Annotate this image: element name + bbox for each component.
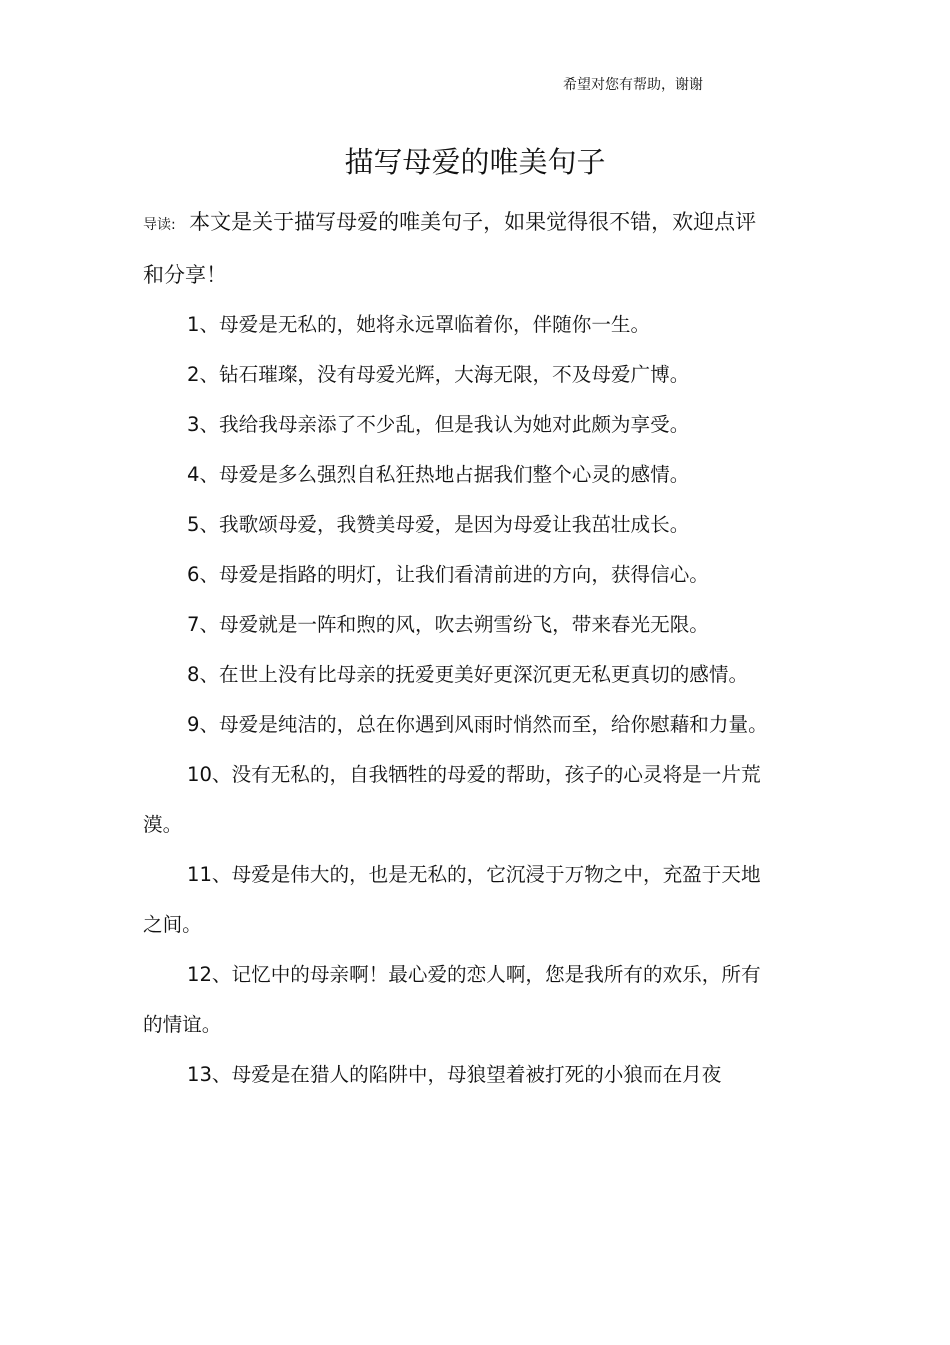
list-item: 10、没有无私的，自我牺牲的母爱的帮助，孩子的心灵将是一片荒漠。 (143, 763, 761, 836)
document-body (143, 197, 768, 1100)
lead-label: 导读: (143, 217, 176, 233)
list-item: 3、我给我母亲添了不少乱，但是我认为她对此颇为享受。 (187, 413, 690, 436)
list-item: 6、母爱是指路的明灯，让我们看清前进的方向，获得信心。 (187, 563, 709, 586)
list-item: 4、母爱是多么强烈自私狂热地占据我们整个心灵的感情。 (187, 463, 690, 486)
list-item: 12、记忆中的母亲啊！最心爱的恋人啊，您是我所有的欢乐，所有的情谊。 (143, 963, 761, 1036)
list-item: 5、我歌颂母爱，我赞美母爱，是因为母爱让我茁壮成长。 (187, 513, 690, 536)
list-item: 13、母爱是在猎人的陷阱中，母狼望着被打死的小狼而在月夜 (187, 1063, 722, 1086)
list-item: 2、钻石璀璨，没有母爱光辉，大海无限，不及母爱广博。 (187, 363, 690, 386)
header-note: 希望对您有帮助，谢谢 (563, 77, 703, 93)
list-item: 9、母爱是纯洁的，总在你遇到风雨时悄然而至，给你慰藉和力量。 (187, 713, 768, 736)
list-item: 11、母爱是伟大的，也是无私的，它沉浸于万物之中，充盈于天地之间。 (143, 863, 761, 936)
list-item: 7、母爱就是一阵和煦的风，吹去朔雪纷飞，带来春光无限。 (187, 613, 709, 636)
lead-paragraph (143, 197, 768, 300)
lead-text: 本文是关于描写母爱的唯美句子，如果觉得很不错，欢迎点评和分享！ (143, 210, 757, 287)
document-title: 描写母爱的唯美句子 (344, 145, 606, 179)
list-item: 1、母爱是无私的，她将永远罩临着你，伴随你一生。 (187, 313, 651, 336)
list-item: 8、在世上没有比母亲的抚爱更美好更深沉更无私更真切的感情。 (187, 663, 749, 686)
